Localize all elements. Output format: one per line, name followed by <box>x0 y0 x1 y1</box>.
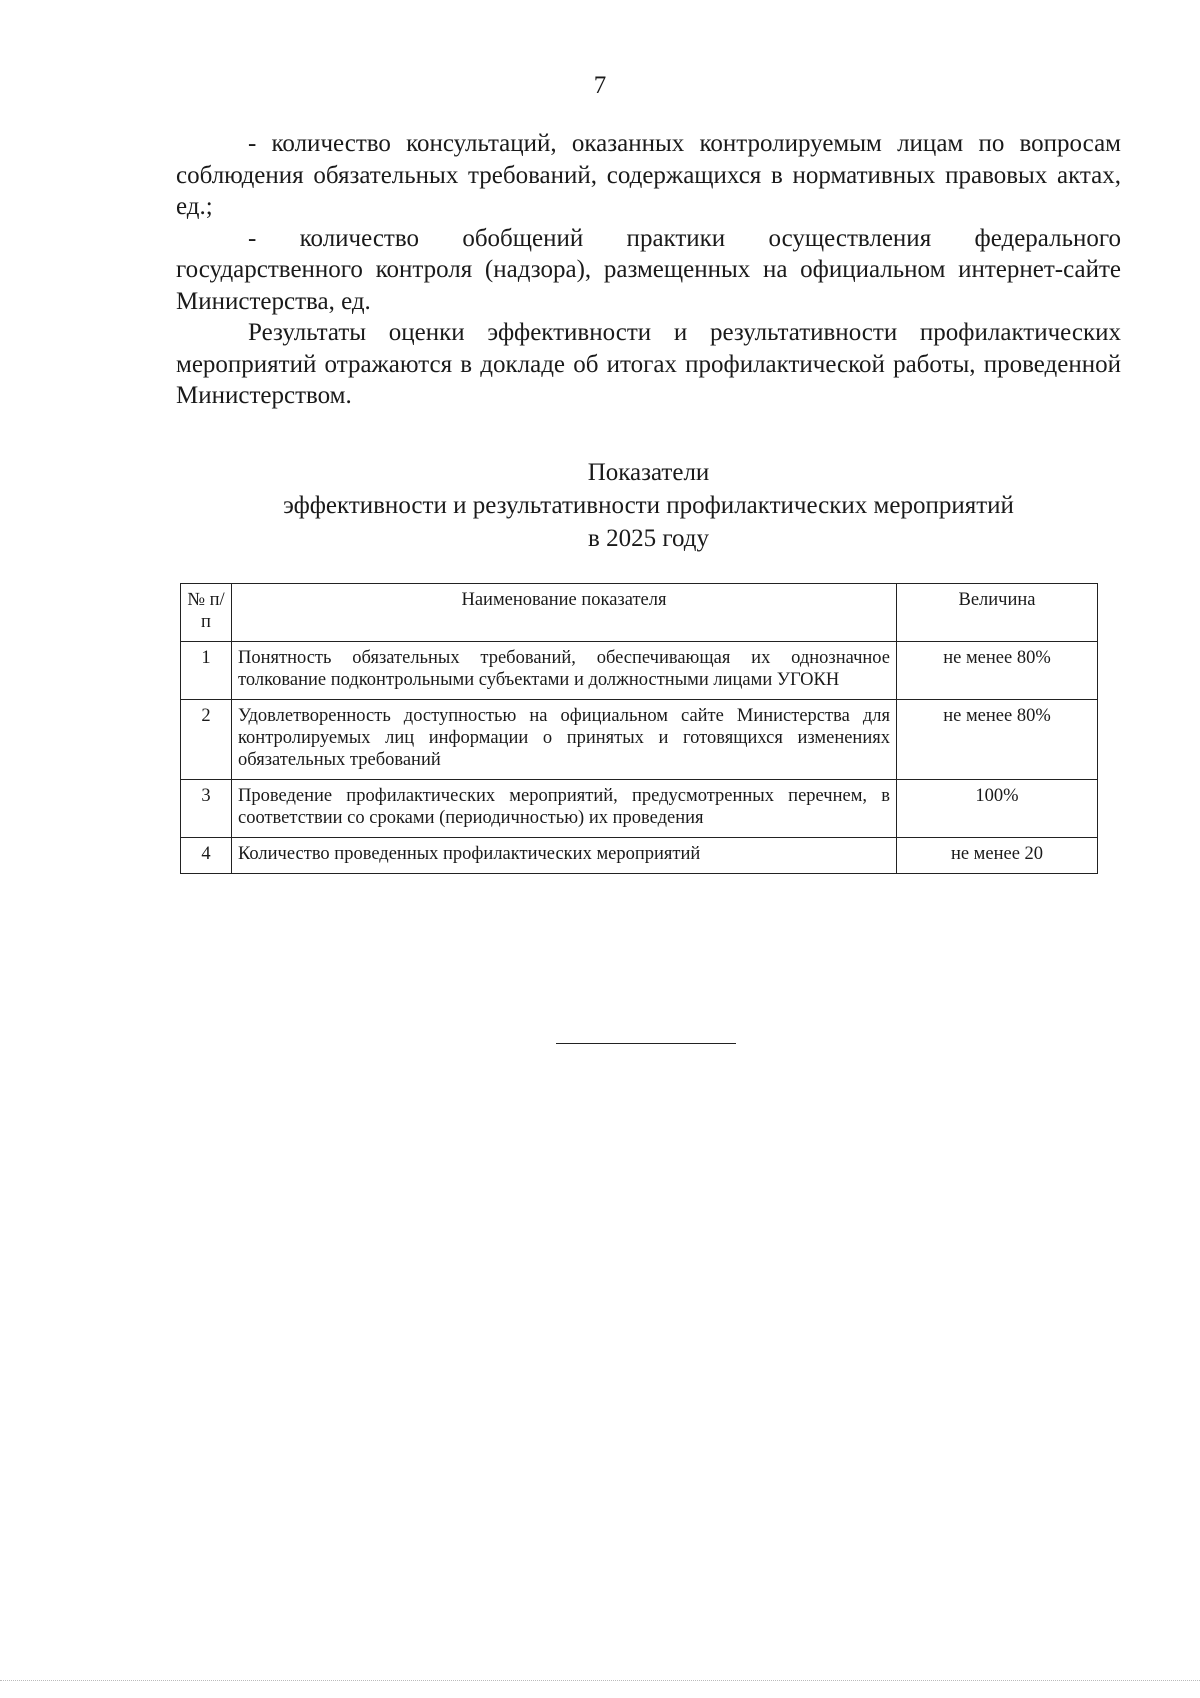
row-num: 2 <box>181 700 232 780</box>
row-name: Понятность обязательных требований, обеспечивающая их однозначное толкование подконтрольными субъектами и должностными лицами УГОКН <box>232 642 897 700</box>
row-name: Количество проведенных профилактических мероприятий <box>232 838 897 874</box>
row-num: 4 <box>181 838 232 874</box>
table-row <box>181 700 1098 780</box>
header-num: № п/п <box>181 584 232 642</box>
scan-edge-line <box>0 1680 1200 1681</box>
table-header-row <box>181 584 1098 642</box>
row-name: Удовлетворенность доступностью на официальном сайте Министерства для контролируемых лиц информации о принятых и готовящихся изменениях обязательных требований <box>232 700 897 780</box>
header-value: Величина <box>897 584 1098 642</box>
end-separator-line <box>556 1043 736 1044</box>
row-name: Проведение профилактических мероприятий, предусмотренных перечнем, в соответствии со сроками (периодичностью) их проведения <box>232 780 897 838</box>
row-value: не менее 80% <box>897 642 1098 700</box>
row-num: 3 <box>181 780 232 838</box>
row-value: не менее 80% <box>897 700 1098 780</box>
header-name: Наименование показателя <box>232 584 897 642</box>
row-num: 1 <box>181 642 232 700</box>
page-number: 7 <box>593 72 607 99</box>
heading-line-2: эффективности и результативности профилактических мероприятий <box>283 492 1014 519</box>
table-heading <box>176 456 1121 555</box>
heading-line-1: Показатели <box>587 459 710 486</box>
paragraph-results-report: Результаты оценки эффективности и результативности профилактических мероприятий отражаются в докладе об итогах профилактической работы, проведенной Министерством. <box>176 319 1121 409</box>
table-row <box>181 838 1098 874</box>
heading-line-3: в 2025 году <box>588 525 709 552</box>
row-value: не менее 20 <box>897 838 1098 874</box>
body-text <box>176 128 1121 412</box>
row-value: 100% <box>897 780 1098 838</box>
paragraph-consultations-count: - количество консультаций, оказанных контролируемым лицам по вопросам соблюдения обязательных требований, содержащихся в нормативных правовых актах, ед.; <box>176 130 1121 220</box>
indicators-table <box>180 583 1098 874</box>
paragraph-practice-summaries-count: - количество обобщений практики осуществления федерального государственного контроля (надзора), размещенных на официальном интернет-сайте Министерства, ед. <box>176 224 1121 315</box>
table-row <box>181 642 1098 700</box>
table-row <box>181 780 1098 838</box>
